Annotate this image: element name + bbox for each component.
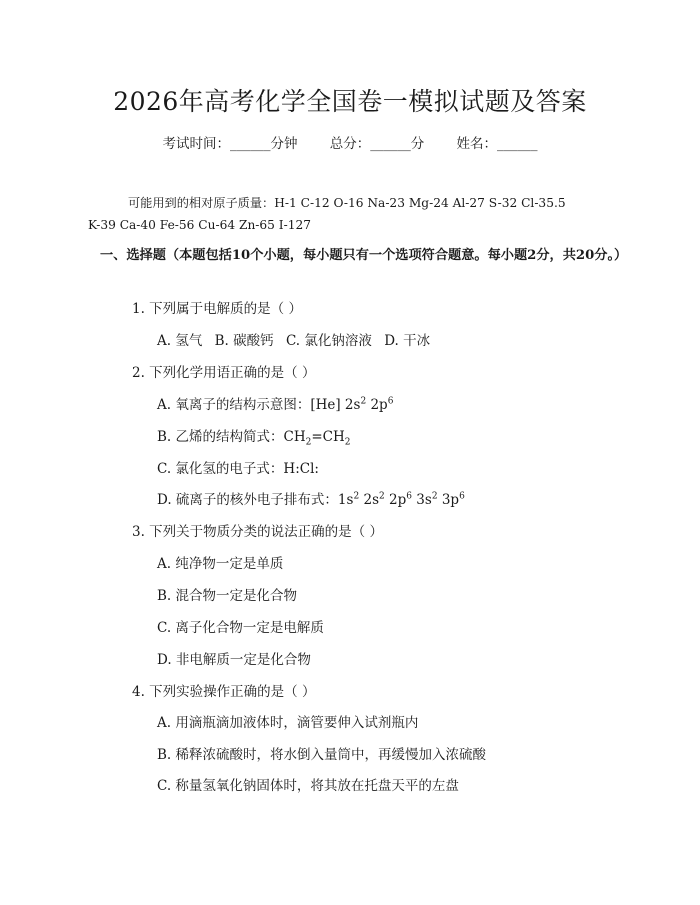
student-name-field: 姓名：______	[456, 136, 538, 152]
exam-time-field: 考试时间：______分钟	[162, 136, 298, 152]
q2-option-b: B. 乙烯的结构简式：$CH_2=CH_2$	[157, 429, 351, 448]
question-1-stem: 1. 下列属于电解质的是（ ）	[132, 301, 302, 317]
q3-option-a: A. 纯净物一定是单质	[157, 556, 284, 572]
q1-option-a: A. 氢气	[157, 333, 203, 349]
q4-option-b: B. 稀释浓硫酸时，将水倒入量筒中，再缓慢加入浓硫酸	[157, 747, 487, 763]
exam-title: 2026年高考化学全国卷一模拟试题及答案	[113, 87, 587, 116]
question-3-stem: 3. 下列关于物质分类的说法正确的是（ ）	[132, 524, 383, 540]
atomic-mass-note	[88, 192, 660, 236]
total-score-field: 总分：______分	[329, 136, 425, 152]
q3-option-d: D. 非电解质一定是化合物	[157, 652, 311, 668]
question-2-stem: 2. 下列化学用语正确的是（ ）	[132, 365, 316, 381]
q3-option-b: B. 混合物一定是化合物	[157, 588, 298, 604]
q4-option-c: C. 称量氢氧化钠固体时，将其放在托盘天平的左盘	[157, 778, 459, 794]
q1-option-b: B. 碳酸钙	[214, 333, 274, 349]
q2-option-d: D. 硫离子的核外电子排布式：$1s^2$ $2s^2$ $2p^6$ $3s^2$ $3p^6$	[157, 491, 465, 508]
question-1-options	[157, 329, 430, 349]
q4-option-a: A. 用滴瓶滴加液体时，滴管要伸入试剂瓶内	[157, 715, 419, 731]
q1-option-d: D. 干冰	[384, 333, 431, 349]
q3-option-c: C. 离子化合物一定是电解质	[157, 620, 324, 636]
q1-option-c: C. 氯化钠溶液	[285, 333, 372, 349]
q2-option-c: C. 氯化氢的电子式：H:Cl:	[157, 461, 319, 477]
atomic-mass-line-1: 可能用到的相对原子质量：H-1 C-12 O-16 Na-23 Mg-24 Al-27 S-32 Cl-35.5	[128, 196, 566, 210]
section-heading: 一、选择题（本题包括10个小题，每小题只有一个选项符合题意。每小题2分，共20分。）	[100, 248, 628, 263]
q2-option-a: A. 氧离子的结构示意图：[He] $2s^2$ $2p^6$	[157, 396, 394, 413]
exam-meta	[0, 132, 700, 152]
atomic-mass-line-2: K-39 Ca-40 Fe-56 Cu-64 Zn-65 I-127	[88, 218, 311, 232]
question-4-stem: 4. 下列实验操作正确的是（ ）	[132, 684, 316, 700]
